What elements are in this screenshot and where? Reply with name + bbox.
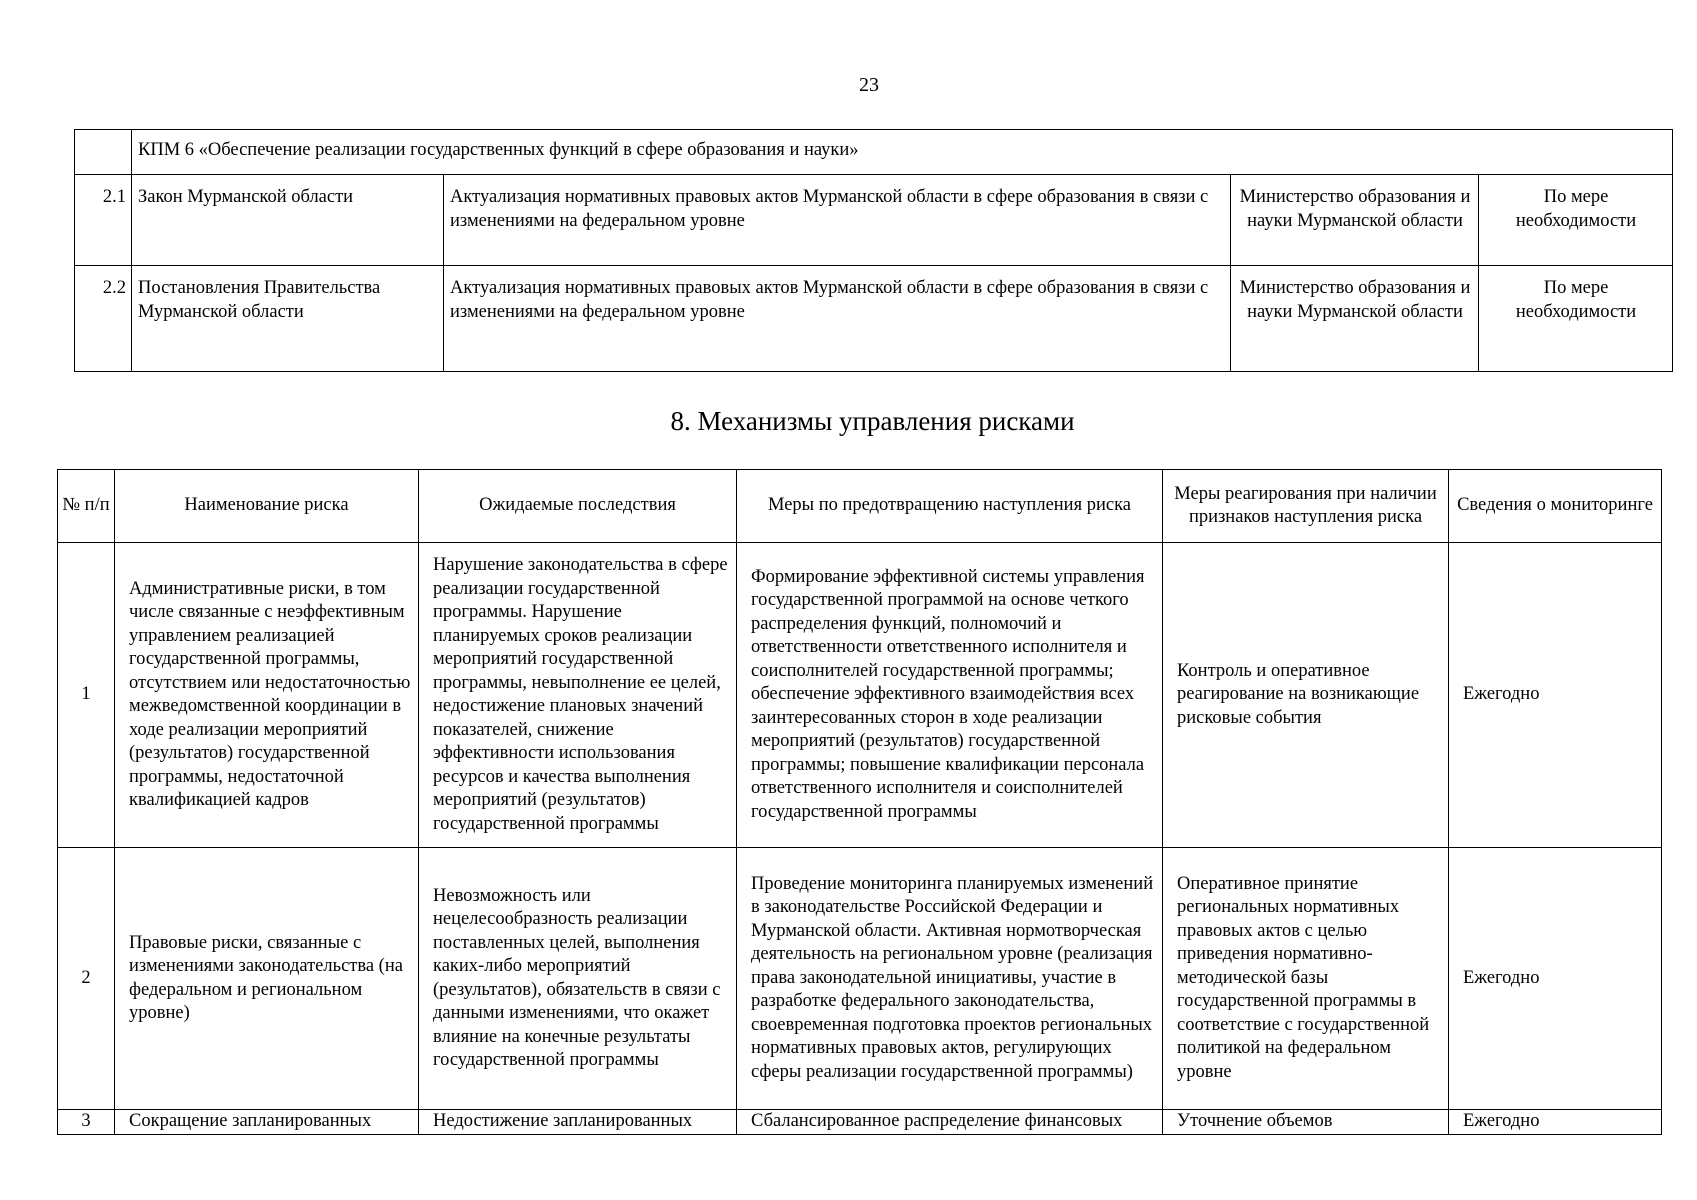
response-measures: Уточнение объемов	[1163, 1110, 1449, 1135]
monitoring-info: Ежегодно	[1449, 543, 1662, 848]
prevention-measures: Формирование эффективной системы управления государственной программой на основе четкого распределения функций, полномочий и ответственности ответственного исполнителя и соисполнителей государственной программы; обеспечение эффективного взаимодействия всех заинтересованных сторон в ходе реализации мероприятий (результатов) государственной программы; повышение квалификации персонала ответственного исполнителя и соисполнителей государственной программы	[737, 543, 1163, 848]
act-content: Актуализация нормативных правовых актов Мурманской области в сфере образования в связи с изменениями на федеральном уровне	[444, 266, 1231, 372]
table-row	[58, 543, 1662, 848]
section-row-label: КПМ 6 «Обеспечение реализации государственных функций в сфере образования и науки»	[132, 130, 1673, 175]
act-type: Закон Мурманской области	[132, 175, 444, 266]
monitoring-info: Ежегодно	[1449, 1110, 1662, 1135]
executor: Министерство образования и науки Мурманской области	[1231, 175, 1479, 266]
risk-management-table	[57, 469, 1662, 1135]
table-row	[75, 130, 1673, 175]
risk-name: Правовые риски, связанные с изменениями законодательства (на федеральном и региональном уровне)	[115, 848, 419, 1110]
prevention-measures: Сбалансированное распределение финансовых	[737, 1110, 1163, 1135]
risk-name: Сокращение запланированных	[115, 1110, 419, 1135]
header-risk: Наименование риска	[115, 470, 419, 543]
empty-cell	[75, 130, 132, 175]
executor: Министерство образования и науки Мурманской области	[1231, 266, 1479, 372]
table-row	[58, 1110, 1662, 1135]
act-content: Актуализация нормативных правовых актов Мурманской области в сфере образования в связи с изменениями на федеральном уровне	[444, 175, 1231, 266]
header-num: № п/п	[58, 470, 115, 543]
expected-consequences: Невозможность или нецелесообразность реализации поставленных целей, выполнения каких-либо мероприятий (результатов), обязательств в связи с данными изменениями, что окажет влияние на конечные результаты государственной программы	[419, 848, 737, 1110]
act-type: Постановления Правительства Мурманской области	[132, 266, 444, 372]
risk-name: Административные риски, в том числе связанные с неэффективным управлением реализацией государственной программы, отсутствием или недостаточностью межведомственной координации в ходе реализации мероприятий (результатов) государственной программы, недостаточной квалификацией кадров	[115, 543, 419, 848]
deadline: По мере необходимости	[1479, 175, 1673, 266]
monitoring-info: Ежегодно	[1449, 848, 1662, 1110]
row-number: 2.2	[75, 266, 132, 372]
row-number: 3	[58, 1110, 115, 1135]
expected-consequences: Недостижение запланированных	[419, 1110, 737, 1135]
header-row	[58, 470, 1662, 543]
section-title: 8. Механизмы управления рисками	[670, 406, 1075, 436]
table-row	[58, 848, 1662, 1110]
prevention-measures: Проведение мониторинга планируемых изменений в законодательстве Российской Федерации и Мурманской области. Активная нормотворческая деятельность на региональном уровне (реализация права законодательной инициативы, участие в разработке федерального законодательства, своевременная подготовка проектов региональных нормативных правовых актов, регулирующих сферы реализации государственной программы)	[737, 848, 1163, 1110]
header-response: Меры реагирования при наличии признаков наступления риска	[1163, 470, 1449, 543]
response-measures: Оперативное принятие региональных нормативных правовых актов с целью приведения нормативно-методической базы государственной программы в соответствие с государственной политикой на федеральном уровне	[1163, 848, 1449, 1110]
header-consequences: Ожидаемые последствия	[419, 470, 737, 543]
header-prevention: Меры по предотвращению наступления риска	[737, 470, 1163, 543]
response-measures: Контроль и оперативное реагирование на возникающие рисковые события	[1163, 543, 1449, 848]
page-number: 23	[859, 74, 879, 96]
table-row	[75, 266, 1673, 372]
deadline: По мере необходимости	[1479, 266, 1673, 372]
row-number: 1	[58, 543, 115, 848]
expected-consequences: Нарушение законодательства в сфере реализации государственной программы. Нарушение планируемых сроков реализации мероприятий государственной программы, невыполнение ее целей, недостижение плановых значений показателей, снижение эффективности использования ресурсов и качества выполнения мероприятий (результатов) государственной программы	[419, 543, 737, 848]
row-number: 2	[58, 848, 115, 1110]
legal-acts-table	[74, 129, 1673, 372]
row-number: 2.1	[75, 175, 132, 266]
table-row	[75, 175, 1673, 266]
header-monitoring: Сведения о мониторинге	[1449, 470, 1662, 543]
